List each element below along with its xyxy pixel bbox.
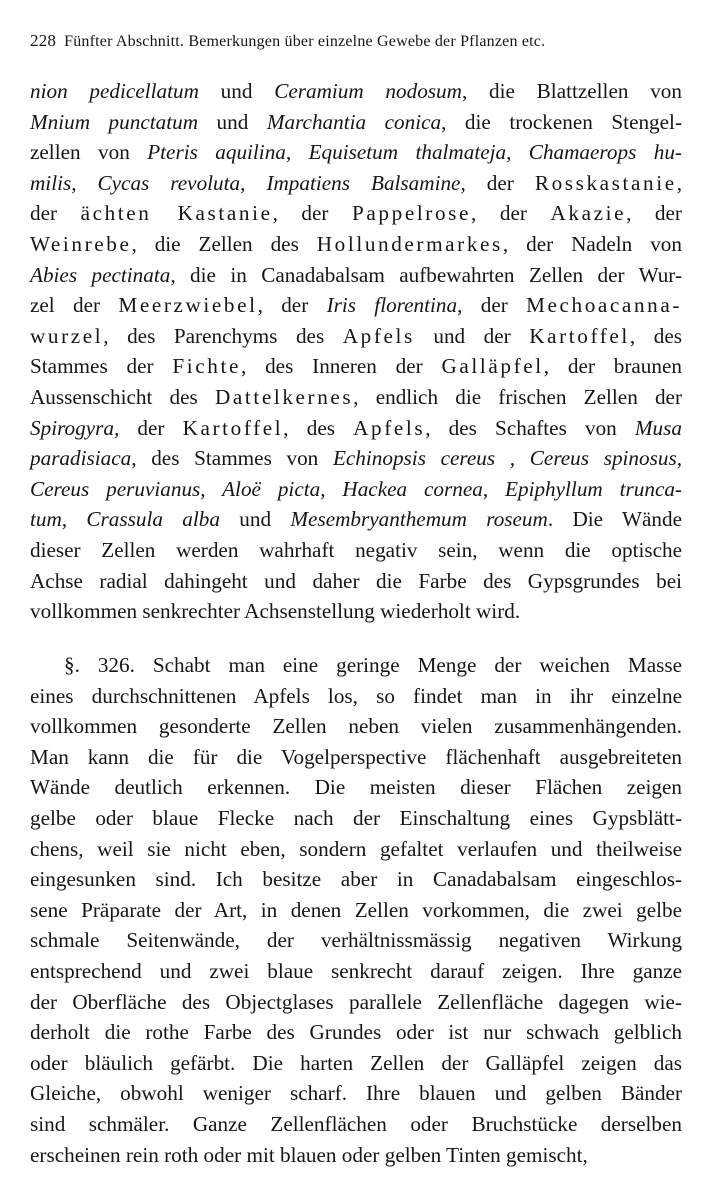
spaced-term: Fichte	[172, 354, 241, 379]
text-line	[30, 168, 682, 199]
text-line	[30, 443, 682, 474]
text-line	[30, 321, 682, 352]
paragraph-continuation	[30, 76, 682, 627]
text-run: sind schmäler. Ganze Zellenflächen oder Bruchstücke derselben	[30, 1111, 682, 1136]
text-run: Achse radial dahingeht und daher die Farbe des Gypsgrundes bei	[30, 568, 682, 593]
text-line	[30, 1048, 682, 1079]
text-run: der	[465, 170, 535, 195]
text-run: die in Canadabalsam aufbewahrten Zellen der Wur-	[175, 262, 682, 287]
text-run: , des	[629, 323, 682, 348]
spaced-term: wurzel	[30, 323, 104, 348]
italic-term: nion pedicellatum	[30, 79, 199, 103]
italic-term: Marchantia conica	[266, 109, 442, 134]
text-run: Gleiche, obwohl weniger scharf. Ihre blauen und gelben Bänder	[30, 1081, 682, 1106]
text-run: , der	[471, 201, 551, 226]
text-run: der	[119, 415, 183, 440]
text-line	[30, 650, 682, 681]
text-run: erscheinen rein roth oder mit blauen oder gelben Tinten gemischt,	[30, 1142, 588, 1167]
text-line	[30, 711, 682, 742]
text-run: Man kann die für die Vogelperspective flächenhaft ausgebreiteten	[30, 744, 682, 769]
text-line	[30, 681, 682, 712]
text-line	[30, 535, 682, 566]
text-run: zel der	[30, 293, 119, 318]
text-run: . Die Wände	[547, 507, 682, 532]
text-run: und	[198, 109, 267, 134]
text-line	[30, 956, 682, 987]
spaced-term: Dattelkernes	[214, 384, 354, 409]
text-run: dieser Zellen werden wahrhaft negativ sein, wenn die optische	[30, 537, 682, 562]
text-run: oder bläulich gefärbt. Die harten Zellen der Galläpfel zeigen das	[30, 1050, 682, 1075]
spaced-term: ächten Kastanie	[80, 201, 273, 226]
italic-term: Pteris aquilina, Equisetum thalmateja, Chamaerops hu-	[147, 140, 682, 165]
text-run: chens, weil sie nicht eben, sondern gefaltet verlaufen und theilweise	[30, 836, 682, 861]
text-run: vollkommen senkrechter Achsenstellung wiederholt wird.	[30, 599, 521, 624]
text-run: Aussenschicht des	[30, 384, 215, 409]
text-run: , die trockenen Stengel-	[441, 109, 683, 134]
text-line	[30, 260, 682, 291]
text-line	[30, 742, 682, 773]
text-line	[30, 107, 682, 138]
italic-term: Abies pectinata,	[30, 262, 176, 287]
text-run: Wände deutlich erkennen. Die meisten dieser Flächen zeigen	[30, 775, 682, 800]
text-line	[30, 413, 682, 444]
italic-term: Mesembryanthemum roseum	[290, 507, 548, 532]
spaced-term: Akazie	[550, 201, 627, 226]
spaced-term: Hollundermarkes	[316, 231, 503, 256]
text-run: , des	[283, 415, 354, 440]
italic-term: Mnium punctatum	[30, 109, 198, 134]
text-line	[30, 925, 682, 956]
text-run: der	[30, 201, 81, 226]
text-run: und	[219, 507, 291, 532]
italic-term: Iris florentina	[326, 293, 458, 318]
text-run: , der	[457, 293, 527, 318]
text-run: , endlich die frischen Zellen der	[353, 384, 683, 409]
text-line	[30, 504, 682, 535]
text-line	[30, 1078, 682, 1109]
text-run: , die Blattzellen von	[461, 79, 682, 103]
text-run: vollkommen gesonderte Zellen neben vielen zusammenhängenden.	[30, 714, 682, 739]
italic-term: Spirogyra,	[30, 415, 120, 440]
text-line	[30, 1017, 682, 1048]
spaced-term: Kartoffel	[529, 323, 630, 348]
text-run: , des Stammes von	[131, 446, 333, 471]
text-line	[30, 566, 682, 597]
text-run: sene Präparate der Art, in denen Zellen vorkommen, die zwei gelbe	[30, 897, 682, 922]
spaced-term: Weinrebe	[30, 231, 132, 256]
spaced-term: Pappelrose	[352, 201, 472, 226]
spaced-term: Apfels	[353, 415, 426, 440]
italic-term: tum, Crassula alba	[30, 507, 220, 532]
text-line	[30, 895, 682, 926]
text-run: schmale Seitenwände, der verhältnissmässig negativen Wirkung	[30, 928, 682, 953]
text-line	[30, 474, 682, 505]
text-line	[30, 1140, 682, 1171]
paragraph-section-326	[30, 650, 682, 1170]
text-run: der Oberfläche des Objectglases parallele Zellenfläche dagegen wie-	[30, 989, 682, 1014]
text-run: , des Parenchyms des	[103, 323, 343, 348]
spaced-term: Mechoacanna-	[526, 293, 682, 318]
text-run: , des Inneren der	[240, 354, 442, 379]
text-line	[30, 596, 682, 627]
text-line	[30, 198, 682, 229]
italic-term: milis, Cycas revoluta, Impatiens Balsamine,	[30, 170, 466, 195]
text-run: , der	[626, 201, 682, 226]
text-run: §. 326. Schabt man eine geringe Menge der weichen Masse	[64, 653, 682, 677]
text-run: , des Schaftes von	[425, 415, 635, 440]
running-title: Fünfter Abschnitt. Bemerkungen über einzelne Gewebe der Pflanzen etc.	[64, 33, 546, 50]
text-line	[30, 1109, 682, 1140]
text-run: eingesunken sind. Ich besitze aber in Canadabalsam eingeschlos-	[30, 867, 682, 892]
text-run: und der	[414, 323, 530, 348]
text-line	[30, 834, 682, 865]
text-run: ,	[676, 170, 682, 195]
italic-term: paradisiaca	[30, 446, 132, 471]
text-run: zellen von	[30, 140, 148, 165]
page-number: 228	[30, 31, 57, 50]
text-line	[30, 229, 682, 260]
text-line	[30, 137, 682, 168]
text-run: , die Zellen des	[131, 231, 317, 256]
spaced-term: Galläpfel	[441, 354, 544, 379]
italic-term: Echinopsis cereus , Cereus spinosus,	[332, 446, 682, 471]
text-run: Stammes der	[30, 354, 173, 379]
running-header	[30, 30, 680, 53]
spaced-term: Rosskastanie	[534, 170, 677, 195]
text-line	[30, 351, 682, 382]
text-run: und	[198, 79, 275, 103]
spaced-term: Apfels	[342, 323, 415, 348]
text-run: , der Nadeln von	[502, 231, 682, 256]
text-line	[30, 76, 682, 107]
text-run: eines durchschnittenen Apfels los, so findet man in ihr einzelne	[30, 683, 682, 708]
text-run: entsprechend und zwei blaue senkrecht darauf zeigen. Ihre ganze	[30, 958, 682, 983]
text-line	[30, 803, 682, 834]
spaced-term: Meerzwiebel	[118, 293, 258, 318]
italic-term: Musa	[634, 415, 682, 440]
italic-term: Ceramium nodosum	[274, 79, 462, 103]
italic-term: Cereus peruvianus, Aloë picta, Hackea cornea, Epiphyllum trunca-	[30, 476, 682, 501]
text-line	[30, 987, 682, 1018]
text-run: gelbe oder blaue Flecke nach der Einschaltung eines Gypsblätt-	[30, 805, 682, 830]
text-line	[30, 290, 682, 321]
text-line	[30, 772, 682, 803]
spaced-term: Kartoffel	[182, 415, 284, 440]
text-run: , der	[272, 201, 353, 226]
text-line	[30, 864, 682, 895]
text-run: , der	[257, 293, 327, 318]
text-run: , der braunen	[543, 354, 682, 379]
text-line	[30, 382, 682, 413]
text-run: derholt die rothe Farbe des Grundes oder ist nur schwach gelblich	[30, 1020, 682, 1045]
